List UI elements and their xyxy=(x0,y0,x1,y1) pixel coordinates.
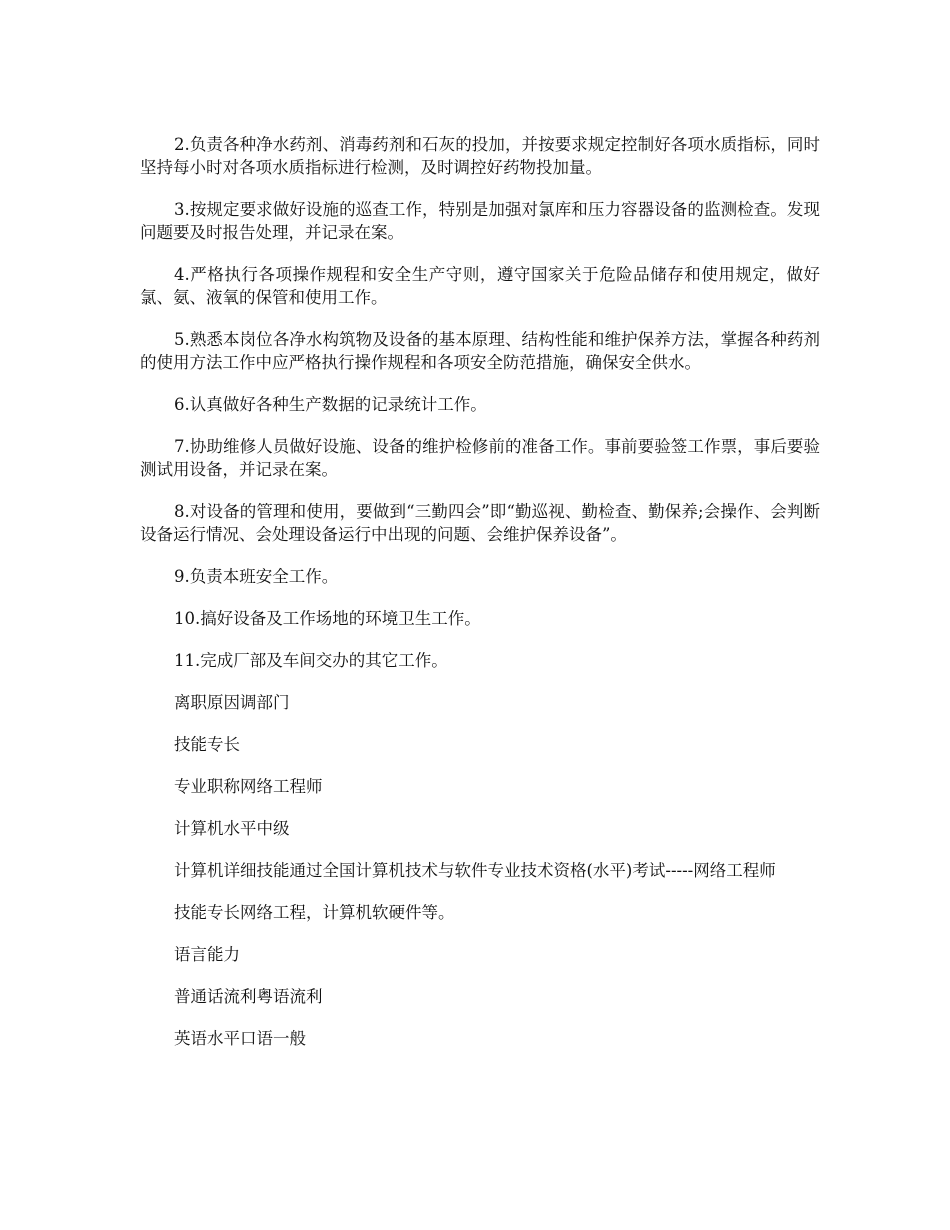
duty-item-7: 7.协助维修人员做好设施、设备的维护检修前的准备工作。事前要验签工作票，事后要验测试用设备，并记录在案。 xyxy=(140,437,820,479)
duty-item-2: 2.负责各种净水药剂、消毒药剂和石灰的投加，并按要求规定控制好各项水质指标，同时坚持每小时对各项水质指标进行检测，及时调控好药物投加量。 xyxy=(140,135,820,177)
duty-item-3: 3.按规定要求做好设施的巡查工作，特别是加强对氯库和压力容器设备的监测检查。发现问题要及时报告处理，并记录在案。 xyxy=(140,200,820,242)
leave-reason: 离职原因调部门 xyxy=(174,693,290,712)
english-level: 英语水平口语一般 xyxy=(174,1029,306,1048)
duty-item-4: 4.严格执行各项操作规程和安全生产守则，遵守国家关于危险品储存和使用规定，做好氯、氨、液氧的保管和使用工作。 xyxy=(140,265,820,307)
language-heading: 语言能力 xyxy=(174,945,240,964)
duty-item-11: 11.完成厂部及车间交办的其它工作。 xyxy=(174,651,448,670)
computer-skills-detail: 计算机详细技能通过全国计算机技术与软件专业技术资格(水平)考试-----网络工程师 xyxy=(174,861,776,880)
mandarin-cantonese: 普通话流利粤语流利 xyxy=(174,987,323,1006)
duty-item-9: 9.负责本班安全工作。 xyxy=(174,567,339,586)
skills-heading: 技能专长 xyxy=(174,735,240,754)
document-body xyxy=(140,133,820,1069)
professional-title: 专业职称网络工程师 xyxy=(174,777,323,796)
duty-item-10: 10.搞好设备及工作场地的环境卫生工作。 xyxy=(174,609,481,628)
skill-specialty: 技能专长网络工程，计算机软硬件等。 xyxy=(174,903,455,922)
computer-level: 计算机水平中级 xyxy=(174,819,290,838)
duty-item-5: 5.熟悉本岗位各净水构筑物及设备的基本原理、结构性能和维护保养方法，掌握各种药剂的使用方法工作中应严格执行操作规程和各项安全防范措施，确保安全供水。 xyxy=(140,330,820,372)
duty-item-8: 8.对设备的管理和使用，要做到“三勤四会”即“勤巡视、勤检查、勤保养;会操作、会判断设备运行情况、会处理设备运行中出现的问题、会维护保养设备”。 xyxy=(140,502,820,544)
duty-item-6: 6.认真做好各种生产数据的记录统计工作。 xyxy=(174,395,487,414)
